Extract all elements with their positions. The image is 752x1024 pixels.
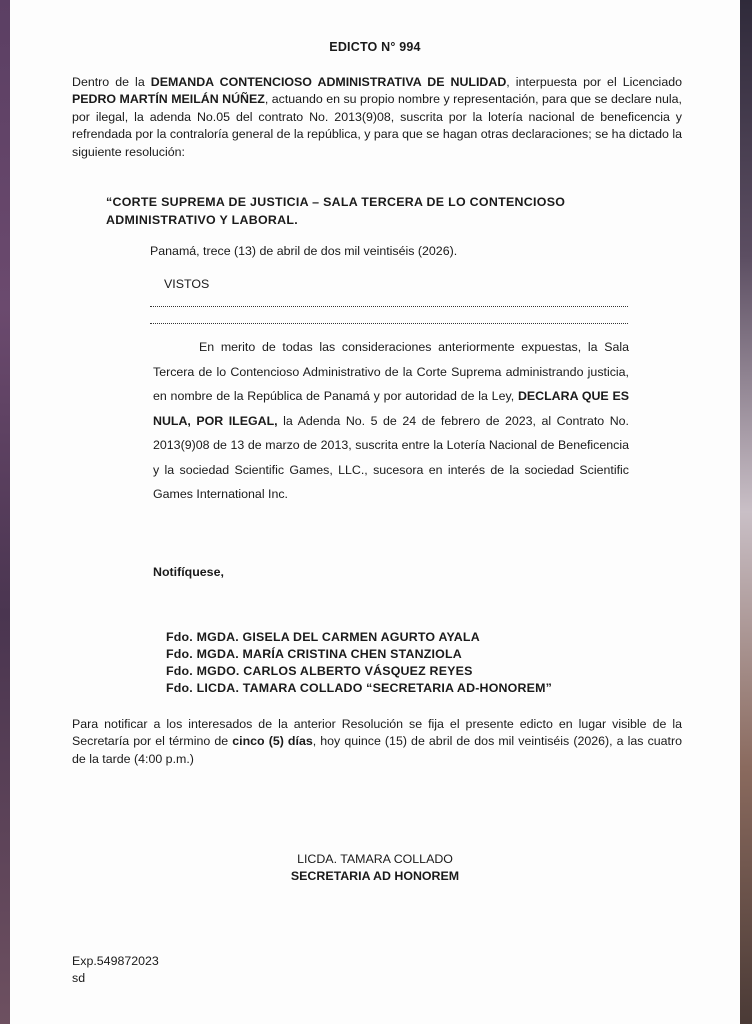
resolution-date: Panamá, trece (13) de abril de dos mil veintiséis (2026). bbox=[150, 244, 458, 258]
court-heading bbox=[106, 193, 666, 229]
court-heading-line-1: “CORTE SUPREMA DE JUSTICIA – SALA TERCERA DE LO CONTENCIOSO bbox=[106, 195, 566, 209]
background-left-edge bbox=[0, 0, 10, 1024]
intro-text-3: , actuando en su propio nombre y representación, para que se declare nula, por ilegal, la adenda No.05 del contrato No. 2013(9)08, suscrita por la lotería nacional de beneficencia y refrendada por la contraloría general de la república, y para que se hagan otras declaraciones; se ha dictado la siguiente resolución: bbox=[72, 92, 682, 159]
file-number: Exp.549872023 bbox=[72, 954, 159, 968]
intro-bold-lawsuit: DEMANDA CONTENCIOSO ADMINISTRATIVA DE NULIDAD bbox=[150, 75, 507, 89]
court-heading-line-2: ADMINISTRATIVO Y LABORAL. bbox=[106, 213, 298, 227]
closing-text-2: , hoy quince (15) de abril de dos mil veintiséis (2026), a las cuatro de la tarde (4:00 p.m.) bbox=[72, 734, 683, 766]
signatures-block bbox=[166, 629, 552, 697]
notify-label: Notifíquese, bbox=[153, 565, 224, 579]
signature-line: Fdo. MGDA. MARÍA CRISTINA CHEN STANZIOLA bbox=[166, 647, 462, 661]
edict-title: EDICTO N° 994 bbox=[329, 40, 421, 54]
initials: sd bbox=[72, 971, 86, 985]
footer-block bbox=[72, 953, 159, 987]
edict-document bbox=[10, 0, 740, 1024]
intro-text-1: Dentro de la bbox=[72, 75, 151, 89]
signature-line: Fdo. MGDO. CARLOS ALBERTO VÁSQUEZ REYES bbox=[166, 664, 473, 678]
dotted-line-1 bbox=[150, 306, 628, 307]
secretary-name: LICDA. TAMARA COLLADO bbox=[297, 852, 453, 866]
secretary-role: SECRETARIA AD HONOREM bbox=[290, 869, 460, 883]
resolution-paragraph bbox=[153, 335, 629, 507]
signature-line: Fdo. LICDA. TAMARA COLLADO “SECRETARIA AD-HONOREM” bbox=[166, 681, 553, 695]
closing-text-1: Para notificar a los interesados de la anterior Resolución se fija el presente edicto en lugar visible de la Secretaría por el término de bbox=[72, 717, 682, 749]
closing-bold-term: cinco (5) días bbox=[232, 734, 313, 749]
closing-paragraph bbox=[72, 716, 682, 768]
document-page bbox=[10, 0, 740, 1024]
vistos-label: VISTOS bbox=[164, 277, 210, 291]
intro-paragraph bbox=[72, 74, 682, 161]
resolution-bold-declaration: DECLARA QUE ES NULA, POR ILEGAL, bbox=[153, 389, 629, 428]
intro-text-2: , interpuesta por el Licenciado bbox=[506, 75, 682, 89]
resolution-text-1: En merito de todas las consideraciones anteriormente expuestas, la Sala Tercera de lo Contencioso Administrativo de la Corte Suprema administrando justicia, en nombre de la República de Panamá y por autoridad de la Ley, bbox=[153, 340, 629, 403]
secretary-block bbox=[10, 851, 740, 885]
background-right-edge bbox=[740, 0, 752, 1024]
resolution-text-2: la Adenda No. 5 de 24 de febrero de 2023, al Contrato No. 2013(9)08 de 13 de marzo de 2013, suscrita entre la Lotería Nacional de Beneficencia y la sociedad Scientific Games, LLC., sucesora en interés de la sociedad Scientific Games International Inc. bbox=[153, 413, 629, 501]
signature-line: Fdo. MGDA. GISELA DEL CARMEN AGURTO AYALA bbox=[166, 630, 480, 644]
intro-bold-plaintiff: PEDRO MARTÍN MEILÁN NÚÑEZ bbox=[72, 92, 265, 107]
dotted-line-2 bbox=[150, 323, 628, 324]
